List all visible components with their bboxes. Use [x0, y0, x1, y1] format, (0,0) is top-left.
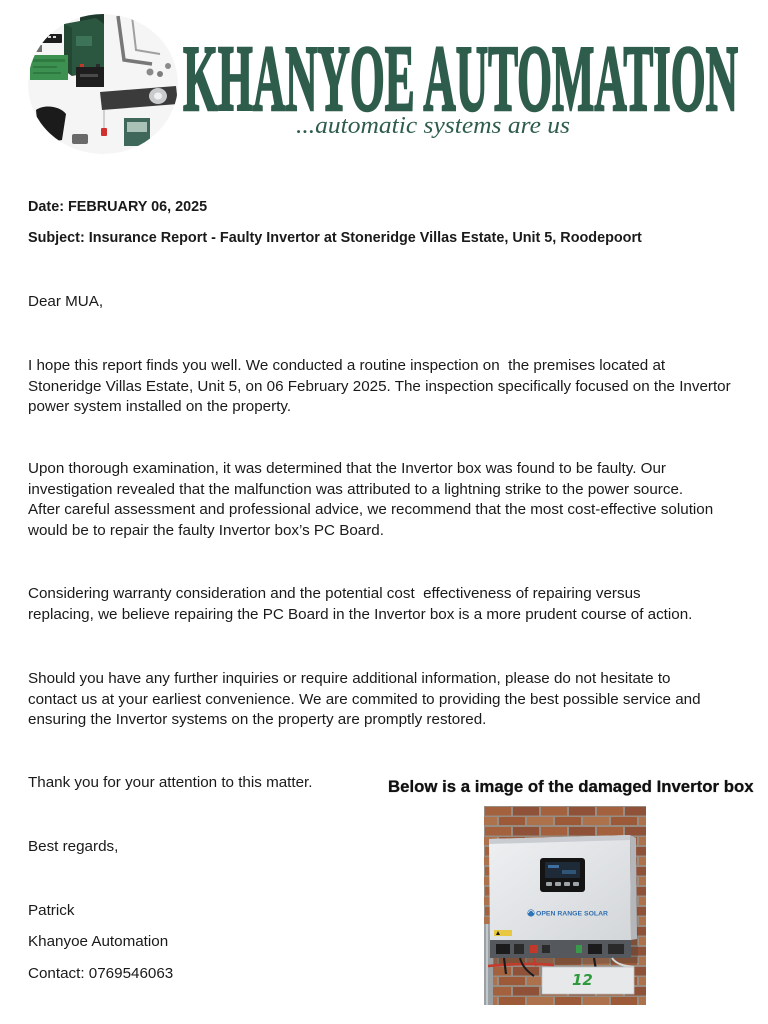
paragraph-line: contact us at your earliest convenience. We are commited to providing the best possible service and [28, 690, 701, 708]
closing-line: Thank you for your attention to this matter. [28, 774, 313, 791]
gate-arm [36, 107, 66, 141]
label-number: 12 [572, 971, 593, 989]
remote [72, 134, 88, 144]
display-button [564, 882, 570, 886]
display-button [546, 882, 552, 886]
paragraph-line: would be to repair the faulty Invertor box’s PC Board. [28, 522, 384, 540]
sign-off: Best regards, [28, 838, 119, 855]
letterhead [0, 0, 768, 160]
company-tagline: ...automatic systems are us [296, 113, 570, 139]
photo-caption: Below is a image of the damaged Invertor box [388, 777, 754, 796]
invertor-display [540, 858, 585, 892]
display-button [555, 882, 561, 886]
company-logo [26, 12, 182, 158]
salutation: Dear MUA, [28, 293, 104, 310]
paragraph-line: ensuring the Invertor systems on the property are promptly restored. [28, 711, 487, 729]
paragraph-line: Considering warranty consideration and the potential cost effectiveness of repairing versus [28, 585, 641, 602]
display-button [573, 882, 579, 886]
paragraph-line: power system installed on the property. [28, 398, 292, 416]
paragraph-2 [28, 459, 713, 542]
company-name: KHANYOE AUTOMATION [183, 27, 738, 131]
terminal-strip [490, 940, 631, 958]
date-line: Date: FEBRUARY 06, 2025 [28, 199, 208, 215]
label-box [542, 967, 634, 994]
battery [76, 64, 104, 87]
paragraph-1 [28, 356, 731, 418]
brand-text: OPEN RANGE SOLAR [536, 910, 609, 918]
charger-box [30, 55, 68, 80]
control-box [124, 118, 150, 146]
paragraph-line: Stoneridge Villas Estate, Unit 5, on 06 February 2025. The inspection specifically focused on the Invertor [28, 377, 731, 395]
invertor-photo [484, 806, 646, 1005]
paragraph-4 [28, 669, 701, 731]
signer-company: Khanyoe Automation [28, 933, 169, 950]
subject-line: Subject: Insurance Report - Faulty Invertor at Stoneridge Villas Estate, Unit 5, Roodepoort [28, 230, 642, 246]
paragraph-line: I hope this report finds you well. We conducted a routine inspection on the premises located at [28, 357, 666, 374]
brand-logo [527, 909, 608, 917]
contact-line: Contact: 0769546063 [28, 965, 174, 982]
signer-name: Patrick [28, 902, 75, 919]
paragraph-line: investigation revealed that the malfunction was attributed to a lightning strike to the power source. [28, 480, 684, 498]
paragraph-line: Upon thorough examination, it was determined that the Invertor box was found to be faulty. Our [28, 460, 666, 477]
paragraph-line: replacing, we believe repairing the PC Board in the Invertor box is a more prudent course of action. [28, 605, 693, 623]
paragraph-3 [28, 584, 692, 625]
paragraph-line: Should you have any further inquiries or require additional information, please do not hesitate to [28, 670, 671, 687]
warning-sticker [494, 930, 512, 936]
paragraph-line: After careful assessment and professional advice, we recommend that the most cost-effective solution [28, 501, 714, 519]
